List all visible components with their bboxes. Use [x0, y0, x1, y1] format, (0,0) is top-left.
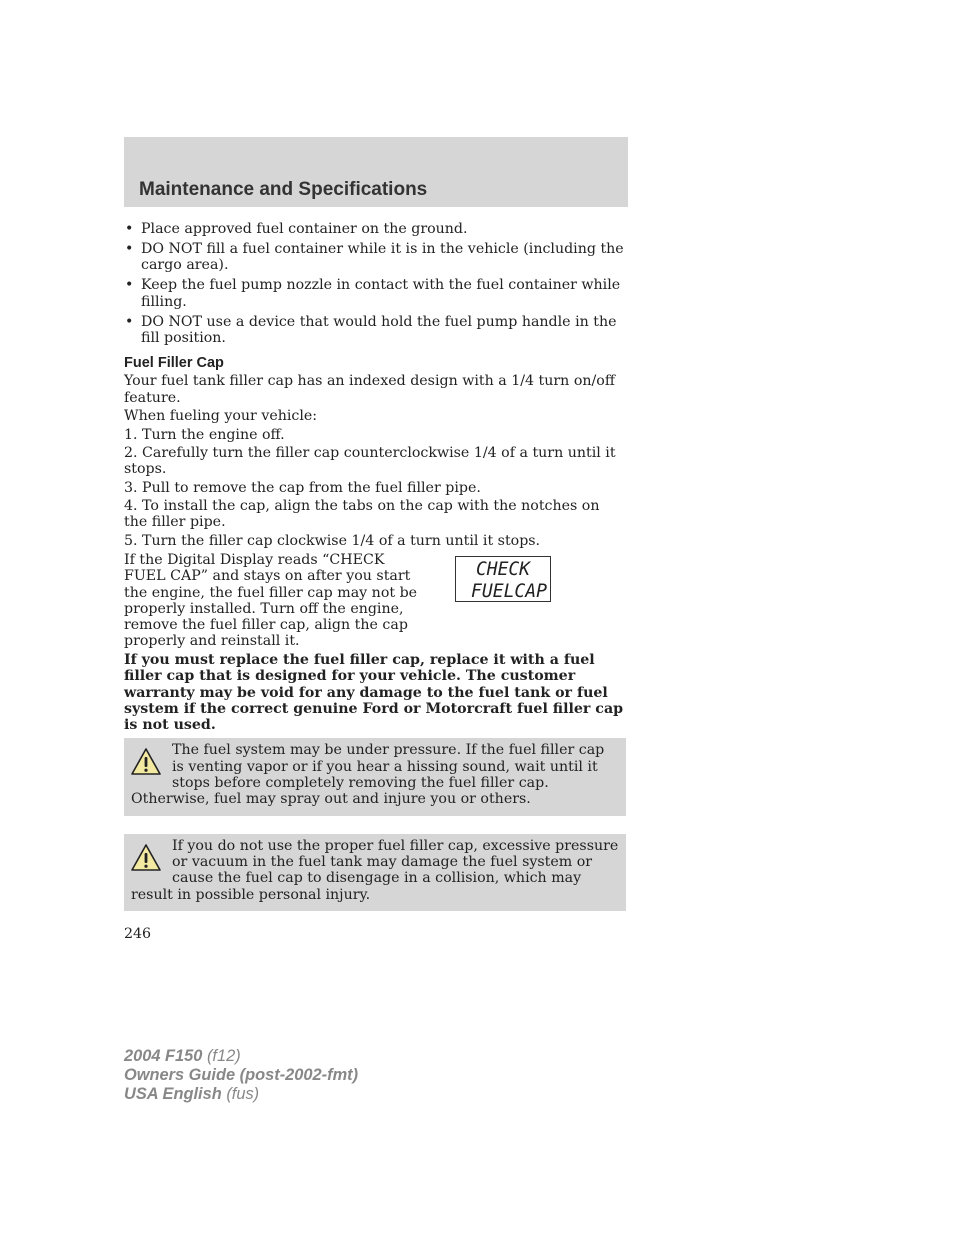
footer-model: 2004 F150 — [124, 1047, 203, 1065]
footer-language: USA English — [124, 1085, 222, 1103]
warning-box-proper-cap — [124, 834, 626, 911]
footer-language-code: (fus) — [226, 1085, 260, 1103]
fuel-container-bullet-list — [124, 221, 626, 346]
bullet-item: • DO NOT fill a fuel container while it is in the vehicle (including the cargo area). — [124, 241, 626, 274]
check-fuel-cap-display-illustration — [455, 556, 551, 602]
display-line-2: FUELCAP — [471, 579, 548, 601]
warning-box-pressure — [124, 738, 626, 815]
page-number: 246 — [124, 926, 152, 942]
display-line-1: CHECK — [476, 557, 532, 580]
digital-display-paragraph: If the Digital Display reads “CHECK FUEL CAP” and stays on after you start the engine, the fuel filler cap may not be properly installed. Turn off the engine, remove the fuel filler cap, align the cap properly and reinstall it. — [124, 551, 418, 650]
footer-model-code: (f12) — [206, 1047, 241, 1065]
warning-triangle-icon — [130, 747, 162, 777]
bullet-item: • Keep the fuel pump nozzle in contact with the fuel container while filling. — [124, 277, 626, 310]
replace-cap-note: If you must replace the fuel filler cap, replace it with a fuel filler cap that is designed for your vehicle. The customer warranty may be void for any damage to the fuel tank or fuel system if the correct genuine Ford or Motorcraft fuel filler cap is not used. — [124, 651, 624, 734]
bullet-item: • DO NOT use a device that would hold the fuel pump handle in the fill position. — [124, 314, 626, 347]
step-item: 2. Carefully turn the filler cap counterclockwise 1/4 of a turn until it stops. — [124, 444, 616, 478]
fuel-filler-cap-heading: Fuel Filler Cap — [124, 355, 224, 372]
digital-display-section — [124, 552, 626, 651]
step-item: 3. Pull to remove the cap from the fuel filler pipe. — [124, 479, 481, 496]
section-title: Maintenance and Specifications — [139, 179, 428, 200]
footer-guide: Owners Guide (post-2002-fmt) — [124, 1066, 359, 1084]
when-fueling-paragraph: When fueling your vehicle: — [124, 408, 318, 425]
step-item: 5. Turn the filler cap clockwise 1/4 of a turn until it stops. — [124, 532, 541, 549]
section-header-band — [124, 137, 628, 207]
bullet-item: • Place approved fuel container on the ground. — [124, 221, 626, 237]
step-item: 1. Turn the engine off. — [124, 426, 285, 443]
document-footer — [124, 1047, 358, 1104]
intro-paragraph: Your fuel tank filler cap has an indexed design with a 1/4 turn on/off feature. — [124, 373, 615, 406]
warning-text: If you do not use the proper fuel filler cap, excessive pressure or vacuum in the fuel tank may damage the fuel system or cause the fuel cap to disengage in a collision, which may result in possible personal injury. — [131, 837, 619, 903]
warning-triangle-icon — [130, 843, 162, 873]
step-item: 4. To install the cap, align the tabs on the cap with the notches on the filler pipe. — [124, 497, 600, 531]
warning-text: The fuel system may be under pressure. If the fuel filler cap is venting vapor or if you hear a hissing sound, wait until it stops before completely removing the fuel filler cap. Otherwise, fuel may spray out and injure you or others. — [131, 742, 605, 808]
page-content — [124, 221, 626, 911]
